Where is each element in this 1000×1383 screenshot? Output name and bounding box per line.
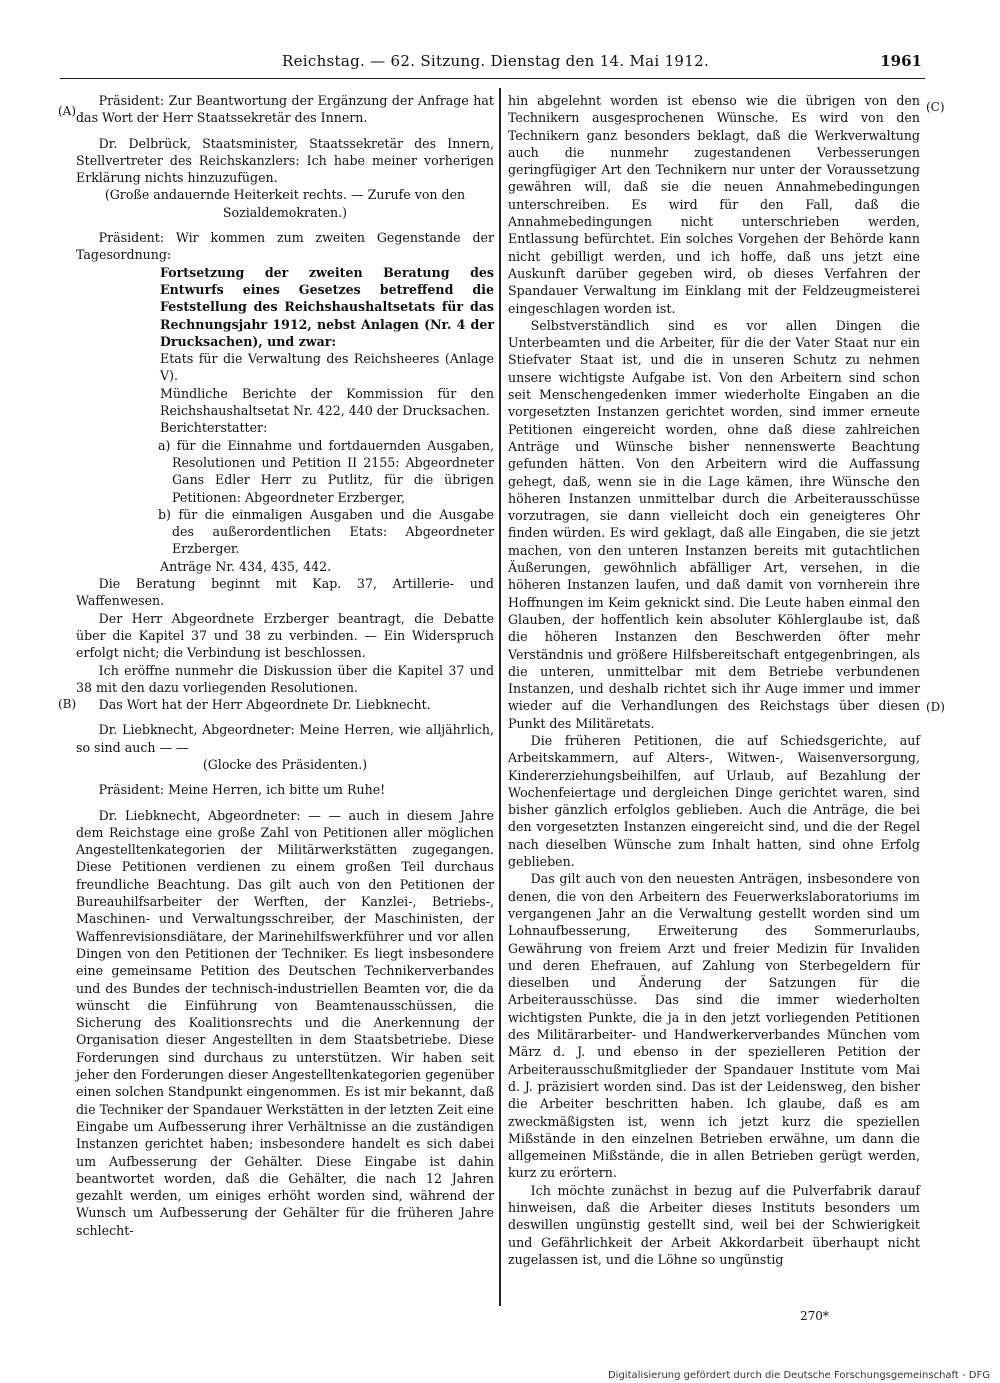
right-column [508,92,920,1268]
paragraph: (Große andauernde Heiterkeit rechts. — Zurufe von den Sozialdemokraten.) [104,187,466,220]
paragraph: Der Herr Abgeordnete Erzberger beantragt, die Debatte über die Kapitel 37 und 38 zu verbinden. — Ein Widerspruch erfolgt nicht; die Verbindung ist beschlossen. [76,610,494,661]
running-title: Reichstag. — 62. Sitzung. Dienstag den 14. Mai 1912. [282,52,710,70]
paragraph: Dr. Delbrück, Staatsminister, Staatssekretär des Innern, Stellvertreter des Reichskanzlers: Ich habe meiner vorherigen Erklärung nichts hinzuzufügen. [76,135,494,186]
paragraph: Mündliche Berichte der Kommission für den Reichshaushaltsetat Nr. 422, 440 der Drucksachen. [160,385,494,419]
margin-mark-c: (C) [926,100,945,114]
paragraph: Ich eröffne nunmehr die Diskussion über die Kapitel 37 und 38 mit den dazu vorliegenden Resolutionen. [76,662,494,695]
paragraph: Die früheren Petitionen, die auf Schiedsgerichte, auf Arbeitskammern, auf Alters-, Witwen-, Waisenversorgung, Kindererziehungsbeihilfen, auf Urlaub, auf Bezahlung der Wochenfeiertage und dergleichen Dinge gerichtet waren, sind bisher gänzlich erfolglos geblieben. Auch die Anträge, die bei den vorgesetzten Instanzen eingereicht sind, und die der Regel nach dieselben Wünsche zum Inhalt hatten, sind ohne Erfolg geblieben. [508,732,920,870]
header-rule [60,78,925,79]
paragraph: a) für die Einnahme und fortdauernden Ausgaben, Resolutionen und Petition II 2155: Abgeordneter Gans Edler Herr zu Putlitz, für die übrigen Petitionen: Abgeordneter Erzberger, [158,437,494,505]
margin-mark-d: (D) [926,700,945,714]
paragraph: Berichterstatter: [160,420,268,436]
signature-mark: 270* [800,1309,829,1323]
footer-credit: Digitalisierung gefördert durch die Deutsche Forschungsgemeinschaft - DFG [607,1370,990,1381]
column-divider [499,88,501,1306]
margin-mark-a: (A) [58,104,77,118]
paragraph: Das gilt auch von den neuesten Anträgen, insbesondere von denen, die von den Arbeitern des Feuerwerkslaboratoriums im vergangenen Jahr an die Verwaltung gestellt worden sind um Lohnaufbesserung, Erweiterung des Sommerurlaubs, Gewährung von freiem Arzt und freier Medizin für Invaliden und deren Ehefrauen, auf Zahlung von Sterbegeldern für dieselben und Änderung der Satzungen für die Arbeiterausschüsse. Das sind die immer wiederholten wichtigsten Punkte, die ja in den jetzt vorliegenden Petitionen des Militärarbeiter- und Handwerkerverbandes München vom März d. J. und ebenso in der spezielleren Petition der Arbeiterausschußmitglieder der Spandauer Institute vom Mai d. J. präzisiert worden sind. Das ist der Leidensweg, den bisher die Arbeiter beschritten haben. Ich glaube, daß es am zweckmäßigsten ist, wenn ich jetzt kurz die speziellen Mißstände in den einzelnen Betrieben erwähne, um dann die allgemeinen Mißstände, die in allen Betrieben gerügt werden, kurz zu erörtern. [508,871,920,1181]
running-header [282,52,922,74]
paragraph: Fortsetzung der zweiten Beratung des Entwurfs eines Gesetzes betreffend die Feststellung des Reichshaushaltsetats für das Rechnungsjahr 1912, nebst Anlagen (Nr. 4 der Drucksachen), und zwar: [160,264,494,349]
paragraph: Präsident: Meine Herren, ich bitte um Ruhe! [98,782,386,798]
margin-mark-b: (B) [58,697,77,711]
paragraph: b) für die einmaligen Ausgaben und die Ausgabe des außerordentlichen Etats: Abgeordneter Erzberger. [158,506,494,557]
page-number: 1961 [880,52,922,70]
paragraph: Die Beratung beginnt mit Kap. 37, Artillerie- und Waffenwesen. [76,576,494,609]
paragraph: Etats für die Verwaltung des Reichsheeres (Anlage V). [160,351,494,384]
paragraph: Dr. Liebknecht, Abgeordneter: Meine Herren, wie alljährlich, so sind auch — — [76,722,494,755]
left-column [76,92,494,1239]
paragraph: (Glocke des Präsidenten.) [202,756,368,772]
paragraph: Präsident: Wir kommen zum zweiten Gegenstande der Tagesordnung: [76,230,494,263]
paragraph: Anträge Nr. 434, 435, 442. [160,558,332,574]
paragraph: Dr. Liebknecht, Abgeordneter: — — auch in diesem Jahre dem Reichstage eine große Zahl von Petitionen aller möglichen Angestelltenkategorien der Militärwerkstätten zugegangen. Diese Petitionen verdienen zu einem großen Teil durchaus freundliche Beachtung. Das gilt auch von den Petitionen der Bureauhilfsarbeiter der Werften, der Kanzlei-, Betriebs-, Maschinen- und Verwaltungsschreiber, der Maschinisten, der Waffenrevisionsdiätare, der Marinehilfswerkführer und vor allen Dingen von den Petitionen der Techniker. Es liegt insbesondere eine gemeinsame Petition des Deutschen Technikerverbandes und des Bundes der technisch-industriellen Beamten vor, die da wünscht die Einführung von Beamtenausschüssen, die Sicherung des Koalitionsrechts und die Anerkennung der Organisation dieser Angestellten in dem Staatsbetriebe. Diese Forderungen sind durchaus zu unterstützen. Wir haben seit jeher den Forderungen dieser Angestelltenkategorien gegenüber einen solchen Standpunkt eingenommen. Es ist mir bekannt, daß die Techniker der Spandauer Werkstätten in der letzten Zeit eine Eingabe um Aufbesserung ihrer Verhältnisse an die zuständigen Instanzen gerichtet haben; insbesondere handelt es sich dabei um Aufbesserung der Gehälter. Diese Eingabe ist dahin beantwortet worden, daß die Gehälter, die nach 12 Jahren gezahlt werden, um einiges erhöht worden sind, während der Wunsch um Aufbesserung der Gehälter für die früheren Jahre schlecht- [76,807,494,1238]
paragraph: Ich möchte zunächst in bezug auf die Pulverfabrik darauf hinweisen, daß die Arbeiter dieses Instituts besonders um deswillen ungünstig gestellt sind, weil bei der Schwierigkeit und Gefährlichkeit der Arbeit Akkordarbeit überhaupt nicht zugelassen ist, und die Löhne so ungünstig [508,1182,920,1267]
paragraph: Selbstverständlich sind es vor allen Dingen die Unterbeamten und die Arbeiter, für die der Vater Staat nur ein Stiefvater Staat ist, und die in unseren Schutz zu nehmen unsere wichtigste Aufgabe ist. Von den Arbeitern sind schon seit Menschengedenken immer wiederholte Eingaben an die vorgesetzten Instanzen gerichtet worden, sind immer erneute Petitionen eingereicht worden, ohne daß diese zahlreichen Anträge und Wünsche bisher nennenswerte Beachtung gefunden hätten. Von den Arbeitern wird die Auffassung gehegt, daß, wenn sie in die Lage kämen, ihre Wünsche den höheren Instanzen unmittelbar durch die Arbeiterausschüsse vorzutragen, sie dann vielleicht doch ein geneigteres Ohr finden würden. Es wird geklagt, daß alle Eingaben, die sie jetzt machen, von den unteren Instanzen bereits mit gutachtlichen Äußerungen, gewöhnlich abfälliger Art, versehen, in die höheren Instanzen laufen, und daß damit von vornherein ihre Hoffnungen im Keim geknickt sind. Die Leute haben einmal den Glauben, der hoffentlich kein absoluter Köhlerglaube ist, daß die höheren Instanzen den Beschwerden öfter mehr Verständnis und größere Hilfsbereitschaft entgegenbringen, als die unteren, unmittelbar mit dem Betriebe verbundenen Instanzen, und deshalb richtet sich ihr Auge immer und immer wieder auf die Verhandlungen des Reichstags über diesen Punkt des Militäretats. [508,317,920,731]
paragraph: Präsident: Zur Beantwortung der Ergänzung der Anfrage hat das Wort der Herr Staatssekretär des Innern. [76,93,494,126]
paragraph: Das Wort hat der Herr Abgeordnete Dr. Liebknecht. [98,697,431,713]
paragraph: hin abgelehnt worden ist ebenso wie die übrigen von den Technikern ausgesprochenen Wünsche. Es wird von den Technikern ganz besonders beklagt, daß die Werkverwaltung auch die nunmehr zugestandenen Verbesserungen geringfügiger Art den Technikern nur unter der Voraussetzung gewähren will, daß sie die neuen Annahmebedingungen unterschreiben. Es wird für den Fall, daß die Annahmebedingungen nicht unterschrieben werden, Entlassung befürchtet. Ein solches Vorgehen der Behörde kann nicht gebilligt werden, und ich hoffe, daß uns jetzt eine Auskunft darüber gegeben wird, ob dieses Verfahren der Spandauer Verwaltung im Einklang mit der Feldzeugmeisterei eingeschlagen worden ist. [508,93,920,316]
